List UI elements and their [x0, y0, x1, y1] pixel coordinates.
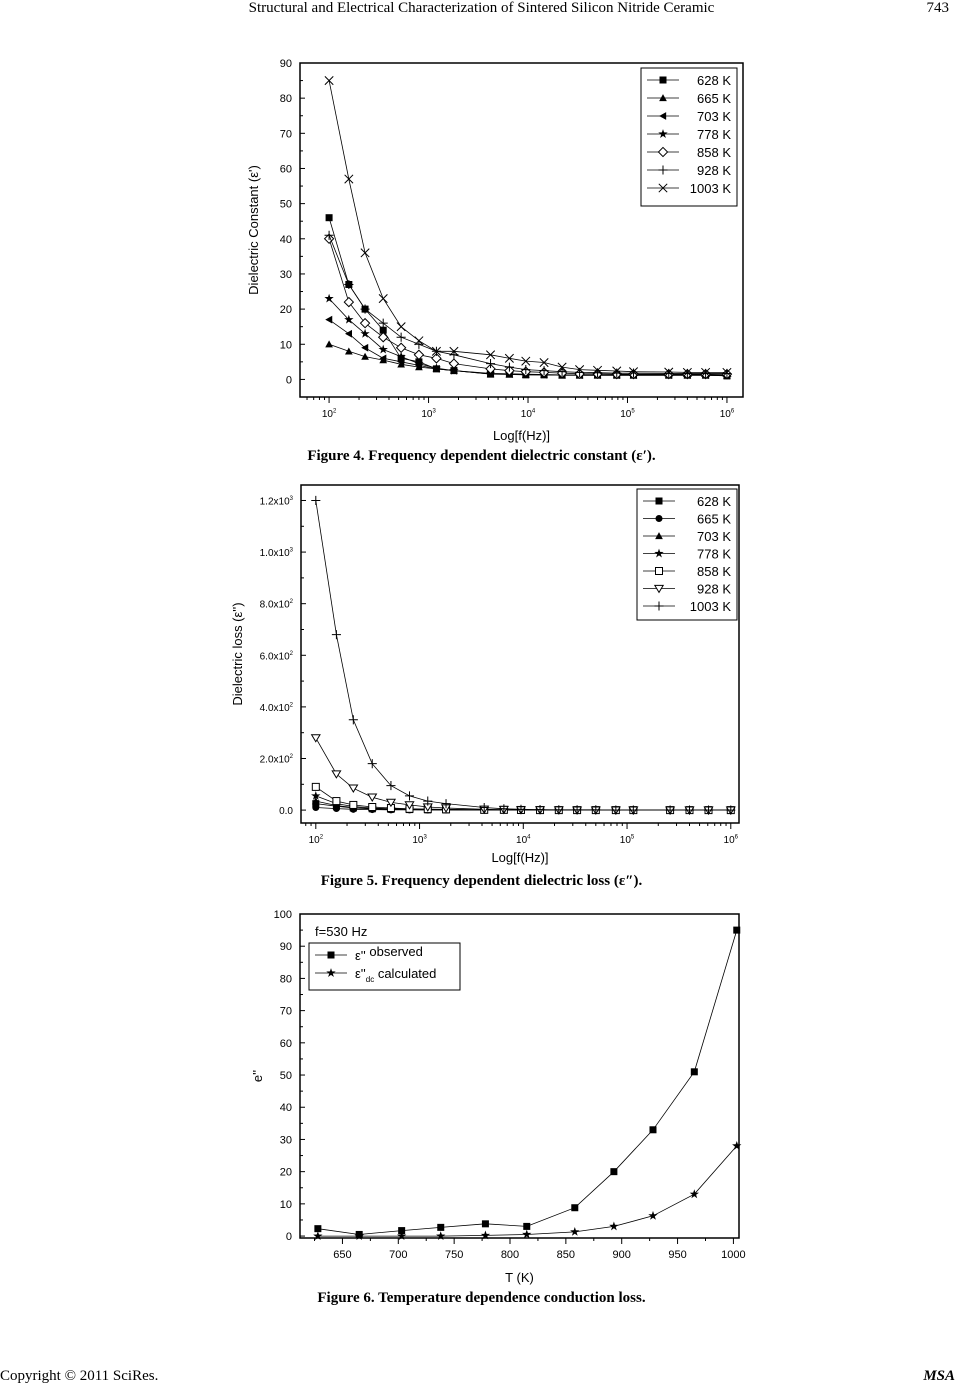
x-tick-label: $10^3$	[412, 834, 427, 846]
legend-label: 628 K	[697, 73, 731, 88]
legend-label: 858 K	[697, 564, 731, 579]
legend	[309, 943, 460, 990]
running-title: Structural and Electrical Characterization of Sintered Silicon Nitride Ceramic	[248, 0, 715, 16]
marker-square	[610, 1168, 617, 1175]
x-tick-label: 900	[612, 1249, 631, 1261]
marker-star	[648, 1211, 657, 1220]
y-tick-label: $2.0x10^2$	[259, 753, 293, 766]
y-tick-label: 70	[279, 1005, 292, 1018]
y-tick-label: 20	[279, 304, 292, 317]
y-tick-label: 90	[279, 941, 292, 954]
legend-label: 778 K	[697, 546, 731, 562]
legend-label: 703 K	[697, 109, 731, 124]
legend-label: 665 K	[697, 91, 731, 106]
marker-square	[314, 1225, 321, 1232]
copyright: Copyright © 2011 SciRes.	[0, 1368, 159, 1384]
x-tick-label: $10^4$	[516, 834, 531, 846]
legend-label: 1003 K	[689, 599, 731, 614]
x-tick-label: 700	[389, 1249, 408, 1261]
marker-star	[570, 1227, 579, 1236]
legend-label: 778 K	[697, 127, 731, 142]
y-tick-label: $6.0x10^2$	[259, 650, 293, 663]
series-line	[318, 1146, 737, 1236]
annotation: f=530 Hz	[315, 924, 368, 939]
marker-square	[691, 1068, 698, 1075]
x-tick-label: $10^3$	[421, 408, 436, 420]
y-tick-label: $8.0x10^2$	[259, 599, 293, 611]
x-tick-label: 850	[556, 1249, 576, 1261]
x-tick-label: 1000	[721, 1249, 746, 1261]
y-tick-label: 10	[279, 339, 292, 352]
x-tick-label: 650	[333, 1249, 352, 1261]
marker-star	[609, 1222, 618, 1231]
y-tick-label: 90	[279, 58, 292, 70]
x-tick-label: $10^2$	[321, 408, 337, 420]
marker-square	[523, 1223, 530, 1230]
y-tick-label: 30	[279, 1134, 292, 1147]
marker-square	[649, 1126, 656, 1133]
y-tick-label: 20	[279, 1166, 292, 1179]
y-tick-label: 0	[285, 374, 292, 387]
legend-label: $\varepsilon''_{dc}$ calculated	[355, 966, 437, 984]
x-tick-label: 950	[668, 1249, 687, 1261]
figure-5-caption: Figure 5. Frequency dependent dielectric loss (ε″).	[320, 873, 643, 889]
x-tick-label: $10^6$	[719, 408, 735, 420]
x-tick-label: $10^2$	[308, 834, 324, 846]
x-axis-label: T (K)	[505, 1270, 534, 1285]
journal-name: MSA	[923, 1368, 955, 1384]
y-axis-label: e''	[250, 1069, 265, 1083]
y-tick-label: 70	[279, 128, 292, 141]
y-tick-label: 80	[279, 973, 292, 986]
y-tick-label: $1.2x10^3$	[259, 495, 293, 508]
y-tick-label: 40	[279, 233, 292, 246]
y-tick-label: 0	[285, 1231, 292, 1244]
y-axis-label: Dielectric loss (ε'')	[230, 602, 245, 706]
y-tick-label: 60	[279, 163, 292, 176]
y-tick-label: 80	[279, 93, 292, 106]
marker-square	[733, 927, 740, 934]
y-tick-label: 60	[279, 1037, 292, 1050]
legend-label: 928 K	[697, 163, 731, 178]
y-tick-label: 10	[279, 1198, 292, 1211]
x-tick-label: $10^5$	[619, 834, 635, 846]
x-tick-label: 800	[500, 1249, 520, 1261]
y-tick-label: $1.0x10^3$	[259, 547, 293, 560]
figure-4-caption: Figure 4. Frequency dependent dielectric constant (ε′).	[307, 448, 656, 464]
marker-square	[328, 952, 335, 959]
y-tick-label: 30	[279, 268, 292, 281]
legend-label: 628 K	[697, 494, 731, 509]
legend-label: 665 K	[697, 511, 731, 527]
legend-label: 1003 K	[689, 181, 731, 196]
y-tick-label: 50	[279, 1070, 292, 1083]
legend-label: 703 K	[697, 529, 731, 544]
y-tick-label: 40	[279, 1102, 292, 1115]
x-tick-label: $10^4$	[520, 408, 536, 420]
x-tick-label: 750	[444, 1249, 464, 1261]
x-tick-label: $10^6$	[723, 834, 739, 846]
legend-label: 858 K	[697, 145, 731, 160]
y-tick-label: 50	[279, 198, 292, 211]
legend-label: 928 K	[697, 581, 731, 597]
marker-square	[571, 1204, 578, 1211]
y-tick-label: $4.0x10^2$	[259, 702, 293, 714]
legend-label: ε'' observed	[355, 944, 423, 963]
marker-star	[732, 1141, 741, 1150]
y-axis-label: Dielectric Constant (ε')	[246, 165, 261, 295]
x-tick-label: $10^5$	[620, 408, 635, 420]
y-tick-label: 100	[273, 909, 292, 921]
page-number: 743	[926, 0, 949, 16]
x-axis-label: Log[f(Hz)]	[492, 428, 551, 443]
y-tick-label: 0.0	[279, 806, 293, 818]
marker-square	[482, 1220, 489, 1227]
figure-6-caption: Figure 6. Temperature dependence conduction loss.	[317, 1290, 646, 1306]
marker-square	[437, 1224, 444, 1231]
x-axis-label: Log[f(Hz)]	[491, 850, 549, 865]
